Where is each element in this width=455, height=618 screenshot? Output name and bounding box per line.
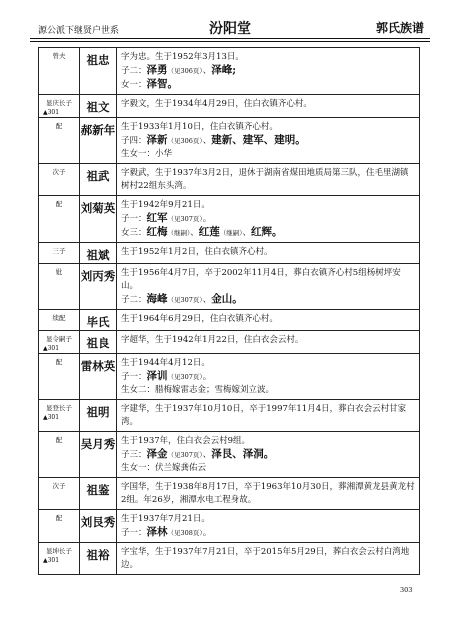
relation-cell (39, 432, 80, 478)
biography-line (121, 334, 415, 347)
bio-text: 、 (202, 450, 212, 460)
bio-text: 生于1942年9月21日。 (121, 200, 210, 210)
biography-cell (117, 95, 420, 118)
relation-cell (39, 164, 80, 196)
person-name: 祖明 (80, 400, 117, 432)
biography-cell (117, 310, 420, 331)
table-row (39, 264, 420, 310)
bio-text: 子三： (121, 450, 147, 460)
relation-label: 显令嗣子 (46, 335, 72, 343)
descendant-name: 泽智。 (146, 78, 179, 90)
table-row (39, 478, 420, 510)
person-name: 刘菊英 (80, 196, 117, 243)
person-name: 刘艮秀 (80, 510, 117, 543)
genealogy-table (38, 47, 420, 575)
bio-text: 、 (202, 136, 212, 146)
biography-cell (117, 510, 420, 543)
descendant-name: 泽金 (146, 448, 168, 460)
table-row (39, 48, 420, 95)
descendant-name: 红辉。 (251, 226, 283, 238)
table-row (39, 310, 420, 331)
page-reference: （见307页） (167, 451, 203, 459)
relation-cell (39, 118, 80, 164)
book-title: 郭氏族谱 (375, 21, 424, 35)
biography-line (121, 78, 415, 92)
bio-text: 生于1933年1月10日，住白衣镇齐心村。 (121, 122, 278, 132)
biography-cell (117, 243, 420, 264)
table-row (39, 510, 420, 543)
relation-label: 配 (55, 200, 63, 208)
person-name: 祖忠 (80, 48, 117, 95)
biography-line (121, 167, 415, 193)
relation-cell (39, 543, 80, 575)
parent-ref-mark: ▲301 (43, 414, 60, 421)
page-reference: （见306页） (167, 137, 203, 145)
table-row (39, 354, 420, 400)
biography-line (121, 435, 415, 448)
biography-cell (117, 432, 420, 478)
biography-line (121, 64, 415, 78)
relation-cell (39, 95, 80, 118)
relation-cell (39, 196, 80, 243)
table-row (39, 118, 420, 164)
bio-text: 子一： (121, 372, 147, 382)
biography-cell (117, 264, 420, 310)
biography-line (121, 212, 415, 226)
biography-line (121, 121, 415, 134)
relation-label: 配 (55, 436, 63, 444)
table-row (39, 196, 420, 243)
page-reference: （见307页） (167, 215, 203, 223)
bio-text: 女三： (121, 228, 147, 238)
relation-label: 续配 (52, 314, 66, 322)
descendant-name: 泽艮、泽洞。 (211, 448, 275, 460)
biography-line (121, 481, 415, 507)
relation-label: 显庆长子 (46, 99, 72, 107)
biography-line (121, 51, 415, 64)
biography-line (121, 357, 415, 370)
person-name: 祖武 (80, 164, 117, 196)
descendant-name: 泽训 (146, 370, 168, 382)
biography-line (121, 513, 415, 526)
biography-line (121, 384, 415, 397)
page-reference: （见308页） (167, 529, 203, 537)
biography-line (121, 293, 415, 307)
biography-cell (117, 543, 420, 575)
table-row (39, 243, 420, 264)
relation-label: 妣 (55, 268, 63, 276)
biography-cell (117, 478, 420, 510)
relation-label: 配 (55, 514, 63, 522)
biography-line (121, 370, 415, 384)
relation-cell (39, 310, 80, 331)
biography-cell (117, 331, 420, 354)
bio-text: 子二： (121, 295, 147, 305)
descendant-name: 金山。 (211, 293, 243, 305)
biography-line (121, 267, 415, 293)
biography-line (121, 462, 415, 475)
relation-cell (39, 264, 80, 310)
person-name: 刘丙秀 (80, 264, 117, 310)
bio-text: 生于1944年4月12日。 (121, 358, 210, 368)
biography-cell (117, 118, 420, 164)
biography-line (121, 226, 415, 240)
descendant-name: 红莲 (198, 226, 220, 238)
bio-text: 女一： (121, 80, 147, 90)
person-name: 祖裕 (80, 543, 117, 575)
table-row (39, 432, 420, 478)
relation-cell (39, 400, 80, 432)
bio-text: 生于1964年6月29日，住白衣镇齐心村。 (121, 314, 278, 324)
descendant-name: 海峰 (146, 293, 168, 305)
relation-label: 显登长子 (46, 404, 72, 412)
relation-label: 配 (55, 122, 63, 130)
person-name: 祖文 (80, 95, 117, 118)
relation-cell (39, 510, 80, 543)
descendant-name: 泽勇 (146, 64, 168, 76)
table-row (39, 164, 420, 196)
bio-text: 子一： (121, 214, 147, 224)
parent-ref-mark: ▲301 (43, 109, 60, 116)
biography-line (121, 526, 415, 540)
bio-text: 子二： (121, 66, 147, 76)
bio-text: 。 (202, 214, 212, 224)
header-rule-thin (30, 41, 430, 42)
person-name: 郝新年 (80, 118, 117, 164)
biography-cell (117, 354, 420, 400)
table-row (39, 331, 420, 354)
biography-cell (117, 164, 420, 196)
biography-line (121, 403, 415, 429)
relation-label: 曾夫 (52, 52, 66, 60)
biography-line (121, 313, 415, 326)
bio-text: 字超华，生于1942年1月22日，住白衣会云村。 (121, 335, 304, 345)
bio-text: 字毅文，生于1934年4月29日，住白衣镇齐心村。 (121, 99, 312, 109)
biography-line (121, 98, 415, 111)
header-rule-thick (30, 38, 430, 39)
relation-cell (39, 331, 80, 354)
person-name: 祖鉴 (80, 478, 117, 510)
lineage-title: 源公派下继贤户世系 (38, 26, 120, 36)
bio-text: 生女二：腊梅嫁雷志金；雪梅嫁刘立波。 (121, 385, 275, 395)
descendant-name: 泽林 (146, 526, 168, 538)
hall-name: 汾阳堂 (209, 21, 251, 37)
descendant-name: 红梅 (146, 226, 168, 238)
biography-cell (117, 48, 420, 95)
bio-text: 生于1952年1月2日，住白衣镇齐心村。 (121, 247, 273, 257)
relation-label: 三子 (52, 247, 66, 255)
biography-line (121, 148, 415, 161)
parent-ref-mark: ▲301 (43, 557, 60, 564)
page-reference: （继嗣） (167, 229, 191, 237)
bio-text: 子一： (121, 528, 147, 538)
bio-text: 。 (202, 528, 212, 538)
bio-text: 字毅武，生于1937年3月2日，退休于湖南省煤田地质局第三队，住毛里湖镇树村22组东头湾。 (121, 168, 409, 191)
biography-line (121, 199, 415, 212)
bio-text: 字建华，生于1937年10月10日，卒于1997年11月4日，葬白衣会云村甘家湾。 (121, 404, 407, 427)
relation-cell (39, 243, 80, 264)
relation-label: 次子 (52, 168, 66, 176)
page-reference: （见306页） (167, 67, 203, 75)
person-name: 祖良 (80, 331, 117, 354)
bio-text: 生女一：小华 (121, 149, 173, 159)
relation-cell (39, 48, 80, 95)
bio-text: 字宝华，生于1937年7月21日，卒于2015年5月29日，葬白衣会云村白湾地边。 (121, 547, 410, 570)
relation-cell (39, 478, 80, 510)
bio-text: 、 (242, 228, 252, 238)
biography-line (121, 546, 415, 572)
page-reference: （见307页） (167, 373, 203, 381)
descendant-name: 红军 (146, 212, 168, 224)
bio-text: 、 (202, 295, 212, 305)
descendant-name: 建新、建军、建明。 (211, 134, 306, 146)
page-header (30, 12, 430, 38)
person-name: 雷林英 (80, 354, 117, 400)
page-number: 303 (400, 586, 413, 594)
person-name: 吴月秀 (80, 432, 117, 478)
parent-ref-mark: ▲301 (43, 345, 60, 352)
table-row (39, 95, 420, 118)
page-reference: （继嗣） (219, 229, 243, 237)
bio-text: 字为忠。生于1952年3月13日。 (121, 52, 244, 62)
biography-cell (117, 196, 420, 243)
table-row (39, 400, 420, 432)
bio-text: 生女一：伏兰嫁龚佑云 (121, 463, 207, 473)
relation-cell (39, 354, 80, 400)
biography-cell (117, 400, 420, 432)
bio-text: 字国华，生于1938年8月17日，卒于1963年10月30日，葬湘潭黄龙县黄龙村2组。年26岁，湘潭水电工程身故。 (121, 482, 415, 505)
person-name: 毕氏 (80, 310, 117, 331)
table-row (39, 543, 420, 575)
descendant-name: 泽新 (146, 134, 168, 146)
bio-text: 。 (202, 372, 212, 382)
person-name: 祖斌 (80, 243, 117, 264)
relation-label: 显坤长子 (46, 547, 72, 555)
relation-label: 次子 (52, 482, 66, 490)
biography-line (121, 448, 415, 462)
biography-line (121, 134, 415, 148)
bio-text: 、 (190, 228, 199, 238)
bio-text: 、 (202, 66, 212, 76)
bio-text: 子四： (121, 136, 147, 146)
biography-line (121, 246, 415, 259)
bio-text: 生于1937年，住白衣会云村9组。 (121, 436, 251, 446)
descendant-name: 泽峰; (211, 64, 237, 76)
page-reference: （见307页） (167, 296, 203, 304)
bio-text: 生于1937年7月21日。 (121, 514, 210, 524)
bio-text: 生于1956年4月7日，卒于2002年11月4日，葬白衣镇齐心村5组杨树坪安山。 (121, 268, 401, 291)
relation-label: 配 (55, 358, 63, 366)
